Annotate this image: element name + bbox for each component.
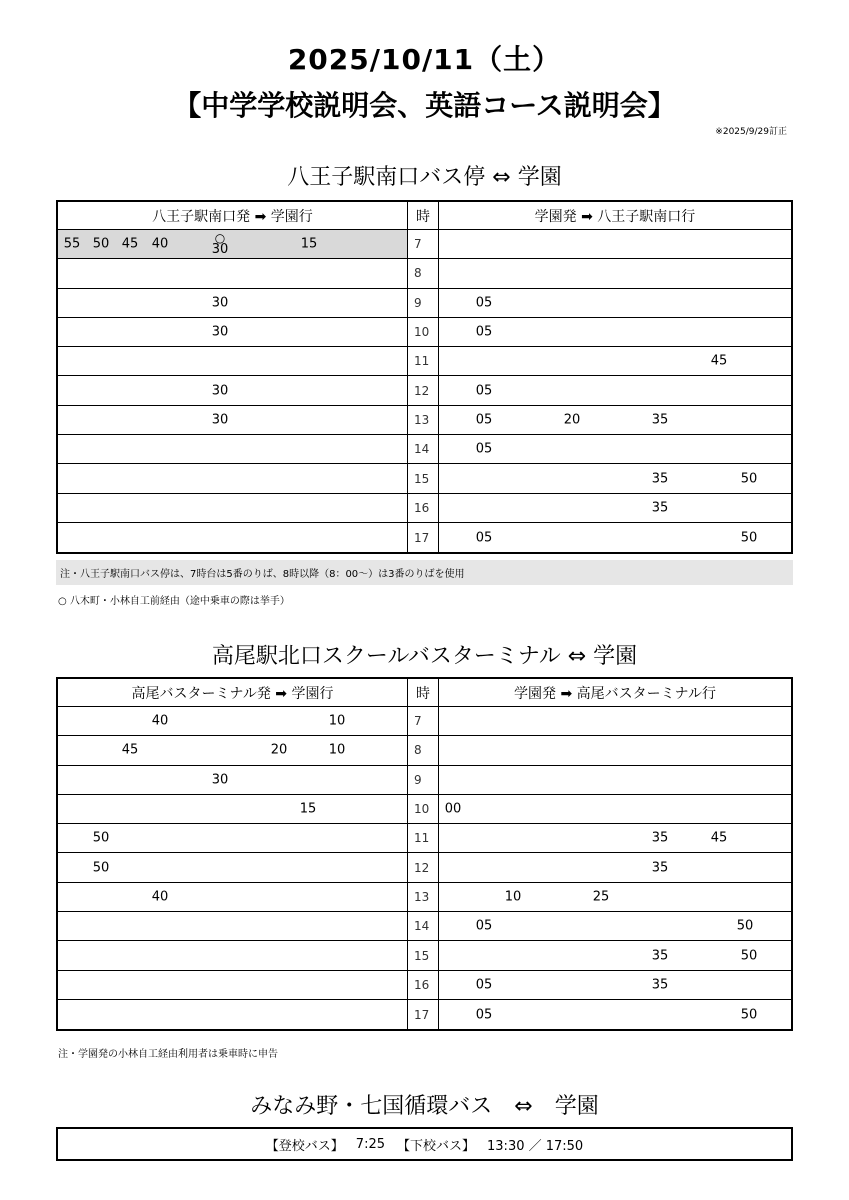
departure-cell — [58, 736, 408, 764]
departure-minute: 35 — [651, 471, 669, 487]
hour-cell: 9 — [408, 766, 439, 794]
departure-minute: 35 — [651, 977, 669, 993]
departure-cell — [58, 766, 408, 794]
from-school-times: 13:30 ／ 17:50 — [487, 1138, 584, 1154]
departure-cell — [58, 259, 408, 287]
hour-cell: 11 — [408, 824, 439, 852]
departure-minute: 30 — [211, 324, 229, 340]
route2-timetable — [56, 677, 793, 1031]
route1-note-via: ○ 八木町・小林自工前経由（途中乗車の際は挙手） — [58, 596, 290, 607]
departure-minute: 35 — [651, 948, 669, 964]
departure-cell — [58, 406, 408, 434]
departure-cell — [439, 406, 791, 434]
table-row — [58, 289, 791, 318]
hour-cell: 12 — [408, 853, 439, 881]
route2-title: 高尾駅北口スクールバスターミナル ⇔ 学園 — [211, 644, 638, 669]
hour-cell: 10 — [408, 318, 439, 346]
departure-cell — [58, 795, 408, 823]
hour-cell: 17 — [408, 1000, 439, 1029]
hour-cell: 11 — [408, 347, 439, 375]
departure-cell — [58, 464, 408, 492]
departure-cell — [439, 971, 791, 999]
hour-cell: 15 — [408, 941, 439, 969]
hour-cell: 13 — [408, 883, 439, 911]
departure-minute: 20 — [270, 742, 288, 758]
departure-cell — [58, 912, 408, 940]
table-row — [58, 707, 791, 736]
departure-cell — [58, 707, 408, 735]
departure-cell — [439, 766, 791, 794]
table-row — [58, 736, 791, 765]
table-row — [58, 912, 791, 941]
departure-minute: 55 — [63, 236, 81, 252]
route1-header-row — [58, 202, 791, 230]
departure-cell — [58, 1000, 408, 1029]
hour-cell: 7 — [408, 707, 439, 735]
departure-minute: 20 — [563, 412, 581, 428]
marked-departure — [211, 231, 229, 258]
table-row — [58, 259, 791, 288]
departure-cell — [439, 435, 791, 463]
departure-cell — [439, 853, 791, 881]
departure-minute: 05 — [475, 295, 493, 311]
departure-cell — [439, 824, 791, 852]
departure-minute: 30 — [211, 412, 229, 428]
departure-cell — [439, 912, 791, 940]
departure-minute: 15 — [299, 801, 317, 817]
hour-cell: 13 — [408, 406, 439, 434]
departure-minute: 05 — [475, 412, 493, 428]
departure-cell — [58, 971, 408, 999]
departure-minute: 45 — [121, 236, 139, 252]
hour-cell: 14 — [408, 912, 439, 940]
departure-cell — [439, 736, 791, 764]
departure-cell — [439, 883, 791, 911]
from-school-label: 【下校バス】 — [397, 1138, 476, 1154]
table-row — [58, 494, 791, 523]
route1-title: 八王子駅南口バス停 ⇔ 学園 — [287, 165, 562, 190]
departure-minute: 50 — [92, 236, 110, 252]
hour-cell: 15 — [408, 464, 439, 492]
route2-col-hour: 時 — [408, 679, 439, 706]
departure-minute: 40 — [151, 236, 169, 252]
departure-cell — [58, 824, 408, 852]
table-row — [58, 853, 791, 882]
departure-minute: 05 — [475, 383, 493, 399]
departure-minute: 50 — [740, 471, 758, 487]
departure-minute: 05 — [475, 918, 493, 934]
departure-minute: 30 — [211, 295, 229, 311]
route2-col-right: 学園発 ➡ 高尾バスターミナル行 — [514, 685, 716, 702]
departure-cell — [58, 883, 408, 911]
route2-header-row — [58, 679, 791, 707]
hour-cell: 9 — [408, 289, 439, 317]
route1-timetable — [56, 200, 793, 554]
departure-minute: 50 — [740, 948, 758, 964]
departure-minute: 50 — [740, 1007, 758, 1023]
hour-cell: 16 — [408, 971, 439, 999]
departure-cell — [439, 259, 791, 287]
departure-minute: 40 — [151, 713, 169, 729]
departure-cell — [439, 523, 791, 552]
departure-cell — [58, 289, 408, 317]
event-title: 【中学学校説明会、英語コース説明会】 — [173, 89, 676, 122]
departure-minute: 05 — [475, 441, 493, 457]
departure-cell — [58, 853, 408, 881]
departure-cell — [439, 347, 791, 375]
table-row — [58, 523, 791, 552]
route1-col-right: 学園発 ➡ 八王子駅南口行 — [534, 208, 696, 225]
departure-minute: 10 — [504, 889, 522, 905]
departure-cell — [58, 318, 408, 346]
departure-minute: 10 — [328, 713, 346, 729]
departure-cell — [439, 289, 791, 317]
departure-minute: 50 — [736, 918, 754, 934]
departure-minute: 10 — [328, 742, 346, 758]
route2-note: 注・学園発の小林自工経由利用者は乗車時に申告 — [58, 1049, 278, 1060]
departure-minute: 50 — [740, 530, 758, 546]
route3-schedule-box — [56, 1127, 793, 1161]
table-row — [58, 1000, 791, 1029]
departure-cell — [439, 464, 791, 492]
departure-minute: 35 — [651, 860, 669, 876]
departure-minute: 05 — [475, 530, 493, 546]
departure-minute: 35 — [651, 830, 669, 846]
to-school-label: 【登校バス】 — [265, 1138, 344, 1154]
departure-minute: 25 — [592, 889, 610, 905]
departure-cell — [58, 435, 408, 463]
departure-minute: 45 — [710, 830, 728, 846]
to-school-time: 7:25 — [355, 1136, 385, 1152]
departure-cell — [439, 494, 791, 522]
table-row — [58, 464, 791, 493]
via-mark: ○ — [214, 231, 226, 246]
departure-cell — [439, 1000, 791, 1029]
departure-cell — [439, 795, 791, 823]
table-row — [58, 883, 791, 912]
departure-minute: 50 — [92, 860, 110, 876]
departure-cell — [58, 376, 408, 404]
table-row — [58, 824, 791, 853]
departure-cell — [58, 523, 408, 552]
table-row — [58, 941, 791, 970]
hour-cell: 17 — [408, 523, 439, 552]
departure-cell — [439, 230, 791, 258]
departure-cell — [58, 494, 408, 522]
route1-col-hour: 時 — [408, 202, 439, 229]
route3-title: みなみ野・七国循環バス ⇔ 学園 — [250, 1094, 599, 1119]
hour-cell: 8 — [408, 736, 439, 764]
departure-minute: 45 — [710, 353, 728, 369]
route1-col-left: 八王子駅南口発 ➡ 学園行 — [58, 202, 408, 229]
table-row — [58, 435, 791, 464]
departure-minute: 45 — [121, 742, 139, 758]
departure-cell — [439, 707, 791, 735]
departure-cell — [439, 318, 791, 346]
departure-cell — [439, 941, 791, 969]
table-row — [58, 376, 791, 405]
departure-minute: 35 — [651, 500, 669, 516]
route1-note-platform: 注・八王子駅南口バス停は、7時台は5番のりば、8時以降（8：00～）は3番のりばを使用 — [56, 560, 793, 585]
hour-cell: 12 — [408, 376, 439, 404]
hour-cell: 14 — [408, 435, 439, 463]
table-row — [58, 347, 791, 376]
hour-cell: 10 — [408, 795, 439, 823]
departure-cell — [439, 376, 791, 404]
departure-minute: 30 — [211, 772, 229, 788]
departure-minute: 40 — [151, 889, 169, 905]
departure-minute: 35 — [651, 412, 669, 428]
departure-cell — [58, 941, 408, 969]
departure-minute: 30 — [211, 383, 229, 399]
departure-minute: 15 — [300, 236, 318, 252]
hour-cell: 7 — [408, 230, 439, 258]
table-row — [58, 971, 791, 1000]
departure-minute: 30 — [211, 242, 229, 258]
route2-col-left: 高尾バスターミナル発 ➡ 学園行 — [58, 679, 408, 706]
departure-minute: 00 — [444, 801, 462, 817]
departure-cell — [58, 230, 408, 258]
departure-minute: 05 — [475, 1007, 493, 1023]
hour-cell: 8 — [408, 259, 439, 287]
table-row — [58, 230, 791, 259]
correction-note: ※2025/9/29訂正 — [715, 127, 787, 137]
departure-minute: 05 — [475, 324, 493, 340]
departure-cell — [58, 347, 408, 375]
hour-cell: 16 — [408, 494, 439, 522]
departure-minute: 50 — [92, 830, 110, 846]
table-row — [58, 406, 791, 435]
event-date: 2025/10/11（土） — [287, 43, 562, 76]
table-row — [58, 766, 791, 795]
table-row — [58, 318, 791, 347]
table-row — [58, 795, 791, 824]
departure-minute: 05 — [475, 977, 493, 993]
